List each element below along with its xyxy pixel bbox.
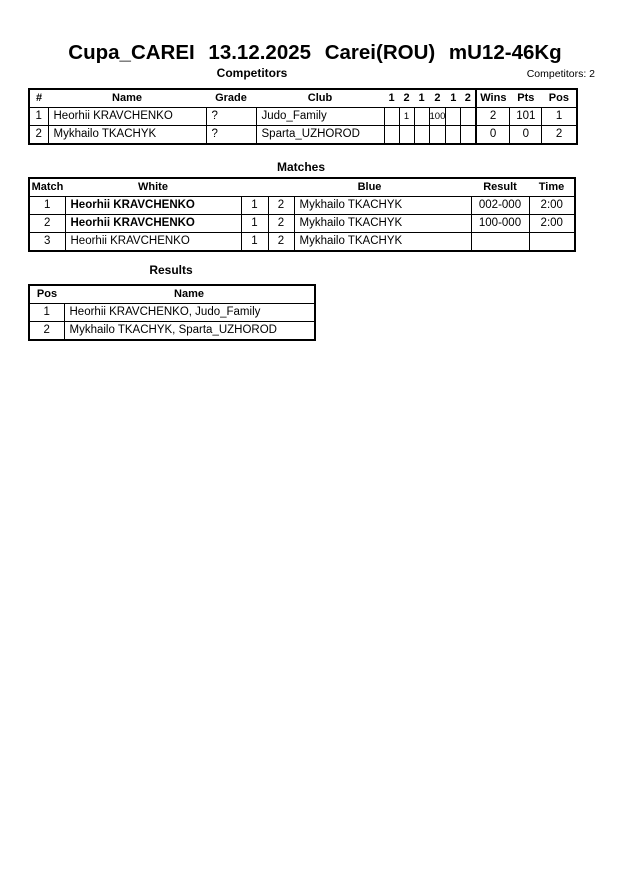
results-table bbox=[28, 284, 316, 341]
col-header-spacer bbox=[241, 178, 268, 197]
result-row bbox=[29, 322, 315, 341]
match-row bbox=[29, 215, 575, 233]
match-white-no: 1 bbox=[241, 197, 268, 215]
score-cell bbox=[461, 126, 476, 145]
score-cell: 1 bbox=[399, 108, 414, 126]
competitor-pts: 0 bbox=[510, 126, 542, 145]
matches-heading: Matches bbox=[276, 160, 326, 174]
match-white-name: Heorhii KRAVCHENKO bbox=[65, 215, 241, 233]
matches-table bbox=[28, 177, 576, 252]
match-blue-name: Mykhailo TKACHYK bbox=[294, 233, 471, 252]
competitor-name: Heorhii KRAVCHENKO bbox=[48, 108, 206, 126]
page-title: Cupa_CAREI 13.12.2025 Carei(ROU) mU12-46Kg bbox=[68, 41, 562, 64]
col-header-name: Name bbox=[174, 288, 204, 300]
col-header-num: # bbox=[35, 92, 43, 104]
score-cell bbox=[399, 126, 414, 145]
match-blue-no: 2 bbox=[268, 233, 294, 252]
match-num: 3 bbox=[29, 233, 65, 252]
match-time: 2:00 bbox=[529, 197, 575, 215]
match-time bbox=[529, 233, 575, 252]
competitor-grade: ? bbox=[206, 108, 256, 126]
score-cell bbox=[384, 108, 399, 126]
match-result: 002-000 bbox=[471, 197, 529, 215]
score-cell: 100 bbox=[429, 108, 446, 126]
score-cell bbox=[446, 108, 461, 126]
match-white-name: Heorhii KRAVCHENKO bbox=[65, 233, 241, 252]
col-header-blue: Blue bbox=[357, 181, 382, 193]
match-time: 2:00 bbox=[529, 215, 575, 233]
result-name: Heorhii KRAVCHENKO, Judo_Family bbox=[64, 304, 315, 322]
col-header-result: Result bbox=[483, 181, 517, 193]
score-cell bbox=[414, 108, 429, 126]
col-header-match: Match bbox=[31, 181, 64, 193]
competitor-wins: 0 bbox=[476, 126, 510, 145]
competitor-num: 1 bbox=[29, 108, 48, 126]
result-name: Mykhailo TKACHYK, Sparta_UZHOROD bbox=[64, 322, 315, 341]
match-result: 100-000 bbox=[471, 215, 529, 233]
match-blue-name: Mykhailo TKACHYK bbox=[294, 215, 471, 233]
match-blue-no: 2 bbox=[268, 197, 294, 215]
match-num: 1 bbox=[29, 197, 65, 215]
col-header-wins: Wins bbox=[476, 89, 510, 108]
results-heading: Results bbox=[149, 263, 193, 277]
col-header-m3b: 2 bbox=[464, 92, 471, 104]
competitors-table bbox=[28, 88, 578, 145]
score-cell bbox=[461, 108, 476, 126]
competitor-pos: 1 bbox=[542, 108, 577, 126]
match-white-no: 1 bbox=[241, 233, 268, 252]
match-blue-no: 2 bbox=[268, 215, 294, 233]
match-row bbox=[29, 197, 575, 215]
col-header-pts: Pts bbox=[517, 92, 535, 104]
col-header-m2b: 2 bbox=[434, 92, 441, 104]
col-header-time: Time bbox=[538, 181, 565, 193]
col-header-pos: Pos bbox=[36, 288, 58, 300]
col-header-grade: Grade bbox=[215, 92, 247, 104]
match-result bbox=[471, 233, 529, 252]
col-header-club: Club bbox=[307, 92, 333, 104]
results-header-row bbox=[29, 285, 315, 304]
competitor-pos: 2 bbox=[542, 126, 577, 145]
competitor-grade: ? bbox=[206, 126, 256, 145]
competitor-row bbox=[29, 108, 577, 126]
competitor-num: 2 bbox=[29, 126, 48, 145]
score-cell bbox=[446, 126, 461, 145]
col-header-m1b: 2 bbox=[403, 92, 410, 104]
score-cell bbox=[414, 126, 429, 145]
competitor-club: Sparta_UZHOROD bbox=[256, 126, 384, 145]
result-row bbox=[29, 304, 315, 322]
result-pos: 2 bbox=[29, 322, 64, 341]
competitor-club: Judo_Family bbox=[256, 108, 384, 126]
competitor-pts: 101 bbox=[510, 108, 542, 126]
match-blue-name: Mykhailo TKACHYK bbox=[294, 197, 471, 215]
match-num: 2 bbox=[29, 215, 65, 233]
competitors-header-row bbox=[29, 89, 577, 108]
col-header-m3a: 1 bbox=[450, 92, 457, 104]
col-header-white: White bbox=[138, 181, 168, 193]
competitor-row bbox=[29, 126, 577, 145]
match-row bbox=[29, 233, 575, 252]
col-header-m1a: 1 bbox=[388, 92, 395, 104]
match-white-name: Heorhii KRAVCHENKO bbox=[65, 197, 241, 215]
matches-header-row bbox=[29, 178, 575, 197]
col-header-pos: Pos bbox=[548, 92, 569, 104]
result-pos: 1 bbox=[29, 304, 64, 322]
col-header-m2a: 1 bbox=[418, 92, 425, 104]
score-cell bbox=[384, 126, 399, 145]
match-white-no: 1 bbox=[241, 215, 268, 233]
competitor-name: Mykhailo TKACHYK bbox=[48, 126, 206, 145]
competitors-count: Competitors: 2 bbox=[526, 68, 595, 80]
competitors-heading: Competitors bbox=[216, 66, 288, 80]
competitor-wins: 2 bbox=[476, 108, 510, 126]
score-cell bbox=[429, 126, 446, 145]
col-header-name: Name bbox=[112, 92, 142, 104]
